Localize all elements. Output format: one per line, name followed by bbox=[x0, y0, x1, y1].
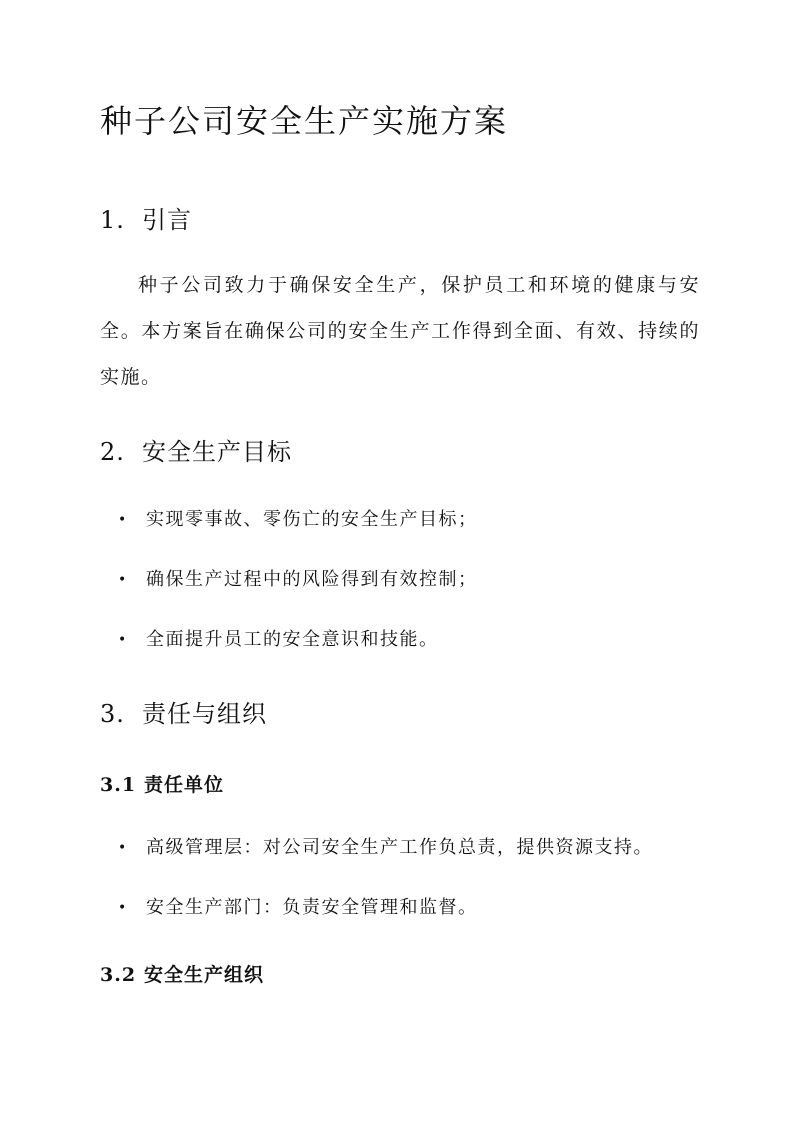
page-title: 种子公司安全生产实施方案 bbox=[100, 102, 509, 140]
bullet-icon: • bbox=[118, 840, 128, 856]
section-title: 引言 bbox=[142, 206, 192, 234]
subsection-heading-safety-organization bbox=[100, 960, 264, 987]
list-item-text: 安全生产部门：负责安全管理和监督。 bbox=[146, 897, 478, 918]
list-item-text: 实现零事故、零伤亡的安全生产目标； bbox=[146, 509, 478, 530]
list-item-text: 高级管理层：对公司安全生产工作负总责，提供资源支持。 bbox=[146, 837, 653, 858]
list-item bbox=[118, 568, 478, 628]
section-title: 责任与组织 bbox=[142, 700, 267, 728]
section-number: 1. bbox=[100, 206, 125, 234]
introduction-paragraph: 种子公司致力于确保安全生产，保护员工和环境的健康与安全。本方案旨在确保公司的安全生产工作得到全面、有效、持续的实施。 bbox=[100, 274, 700, 388]
list-item bbox=[118, 628, 478, 688]
subsection-heading-responsible-units bbox=[100, 770, 224, 797]
section-heading-introduction bbox=[100, 200, 192, 235]
subsection-title: 责任单位 bbox=[144, 774, 225, 796]
bullet-icon: • bbox=[118, 512, 128, 528]
list-item-text: 全面提升员工的安全意识和技能。 bbox=[146, 629, 439, 650]
subsection-number: 3.2 bbox=[100, 964, 137, 986]
bullet-icon: • bbox=[118, 900, 128, 916]
section-heading-responsibility bbox=[100, 694, 267, 729]
bullet-icon: • bbox=[118, 572, 128, 588]
bullet-icon: • bbox=[118, 632, 128, 648]
responsible-units-list bbox=[118, 836, 653, 956]
section-title: 安全生产目标 bbox=[142, 438, 292, 466]
section-number: 2. bbox=[100, 438, 125, 466]
section-heading-safety-goals bbox=[100, 432, 292, 467]
safety-goals-list bbox=[118, 508, 478, 688]
list-item-text: 确保生产过程中的风险得到有效控制； bbox=[146, 569, 478, 590]
list-item bbox=[118, 836, 653, 896]
list-item bbox=[118, 896, 653, 956]
subsection-number: 3.1 bbox=[100, 774, 137, 796]
subsection-title: 安全生产组织 bbox=[144, 964, 265, 986]
list-item bbox=[118, 508, 478, 568]
section-number: 3. bbox=[100, 700, 125, 728]
